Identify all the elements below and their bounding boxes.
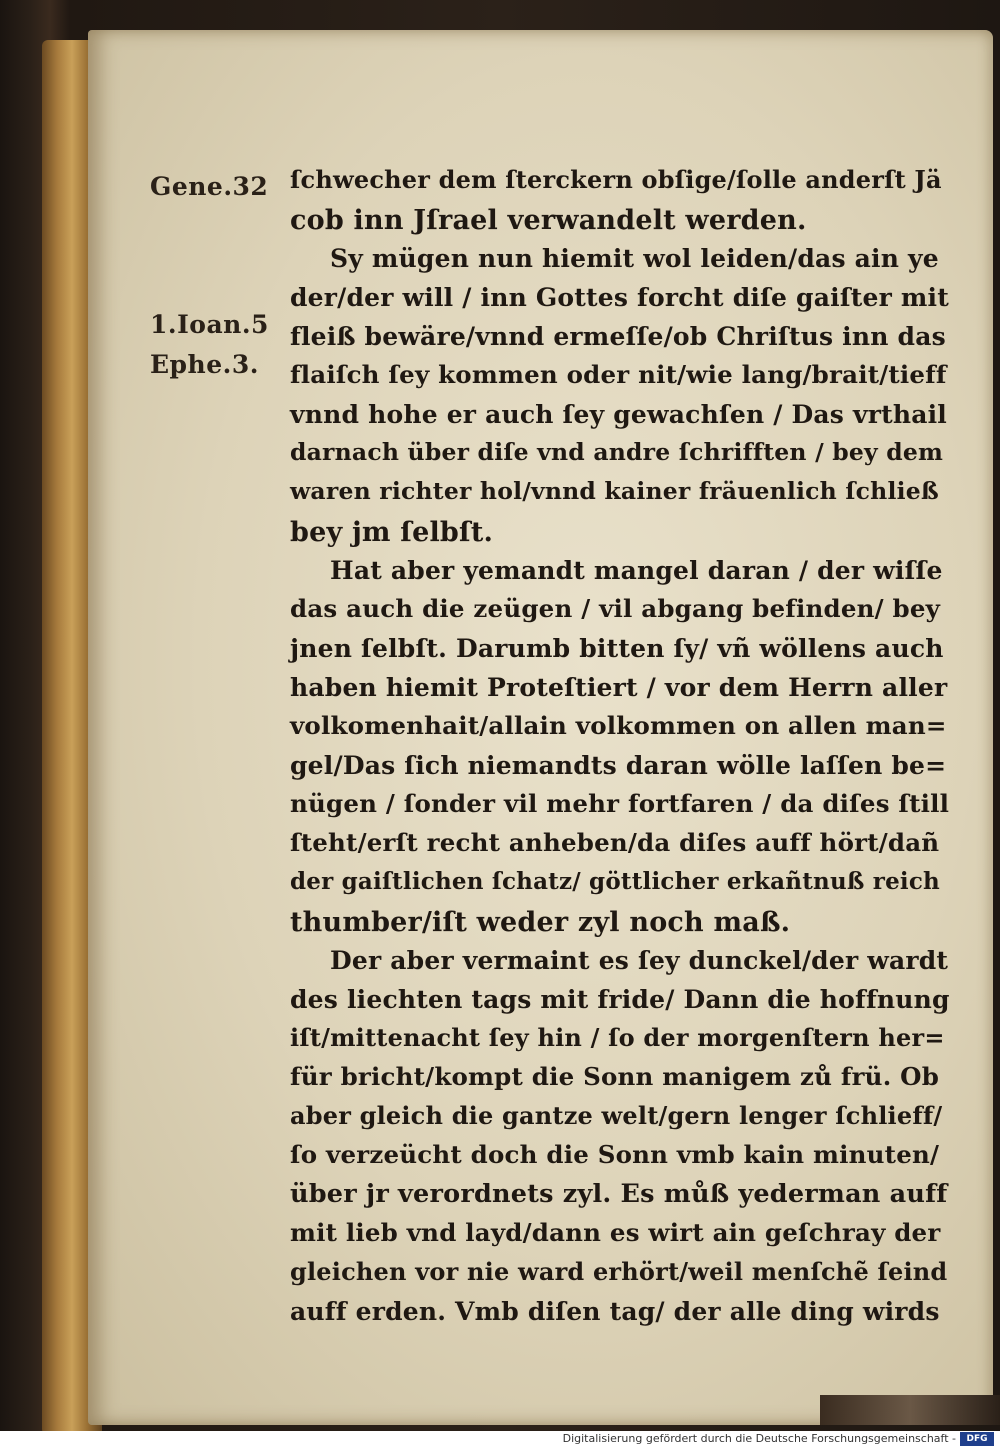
text-line: flaiſch ſey kommen oder nit/wie lang/brait/tieff <box>290 360 947 389</box>
text-line: iſt/mittenacht ſey hin / ſo der morgenſtern her= <box>290 1023 945 1052</box>
text-line: waren richter hol/vnnd kainer fräuenlich ſchließ <box>290 477 939 505</box>
text-line: gleichen vor nie ward erhört/weil menſchẽ ſeind <box>290 1257 948 1286</box>
text-line: ſchwecher dem ſterckern obſige/ſolle anderſt Jä <box>290 165 942 194</box>
text-line: des liechten tags mit fride/ Dann die hoffnung <box>290 985 950 1014</box>
margin-note-genesis: Gene.32 <box>150 172 269 201</box>
text-line: der/der will / inn Gottes forcht diſe gaiſter mit <box>290 283 950 312</box>
text-line: haben hiemit Proteſtiert / vor dem Herrn aller <box>290 673 948 702</box>
text-line: auff erden. Vmb diſen tag/ der alle ding wirds <box>290 1297 940 1326</box>
text-line: aber gleich die gantze welt/gern lenger ſchlieff/ <box>290 1101 943 1130</box>
text-line: nügen / ſonder vil mehr fortfaren / da diſes ſtill <box>290 789 950 818</box>
text-line: mit lieb vnd layd/dann es wirt ain geſchray der <box>290 1218 941 1247</box>
text-line: jnen ſelbſt. Darumb bitten ſy/ vñ wöllens auch <box>290 634 944 663</box>
text-line: cob inn Jſrael verwandelt werden. <box>290 205 807 236</box>
text-line: über jr verordnets zyl. Es můß yederman auff <box>290 1179 948 1209</box>
funding-credit: Digitalisierung gefördert durch die Deutsche Forschungsgemeinschaft - <box>562 1432 956 1445</box>
text-line: Sy mügen nun hiemit wol leiden/das ain ye <box>330 244 939 273</box>
text-line: volkomenhait/allain volkommen on allen man= <box>290 711 947 740</box>
text-line: bey jm ſelbſt. <box>290 517 494 548</box>
text-line: gel/Das ſich niemandts daran wölle laſſen be= <box>290 751 947 780</box>
text-line: vnnd hohe er auch ſey gewachſen / Das vrthail <box>290 400 947 429</box>
text-line: der gaiſtlichen ſchatz/ göttlicher erkañtnuß reich <box>290 868 940 895</box>
text-line: für bricht/kompt die Sonn manigem zů frü. Ob <box>290 1062 940 1091</box>
margin-note-john: 1.Ioan.5 <box>150 310 269 339</box>
text-line: Hat aber yemandt mangel daran / der wiſſe <box>330 556 943 585</box>
page-shadow <box>820 1395 1000 1425</box>
text-line: ſteht/erſt recht anheben/da diſes auff hört/dañ <box>290 828 940 857</box>
dfg-logo: DFG <box>960 1432 994 1446</box>
text-line: fleiß bewäre/vnnd ermeſſe/ob Chriſtus inn das <box>290 322 946 351</box>
margin-note-ephesians: Ephe.3. <box>150 350 259 379</box>
text-line: das auch die zeügen / vil abgang befinden/ bey <box>290 594 941 623</box>
text-line: ſo verzeücht doch die Sonn vmb kain minuten/ <box>290 1140 940 1169</box>
text-line: thumber/iſt weder zyl noch maß. <box>290 907 791 938</box>
text-line: darnach über diſe vnd andre ſchrifften / bey dem <box>290 438 944 466</box>
text-line: Der aber vermaint es ſey dunckel/der wardt <box>330 946 949 975</box>
